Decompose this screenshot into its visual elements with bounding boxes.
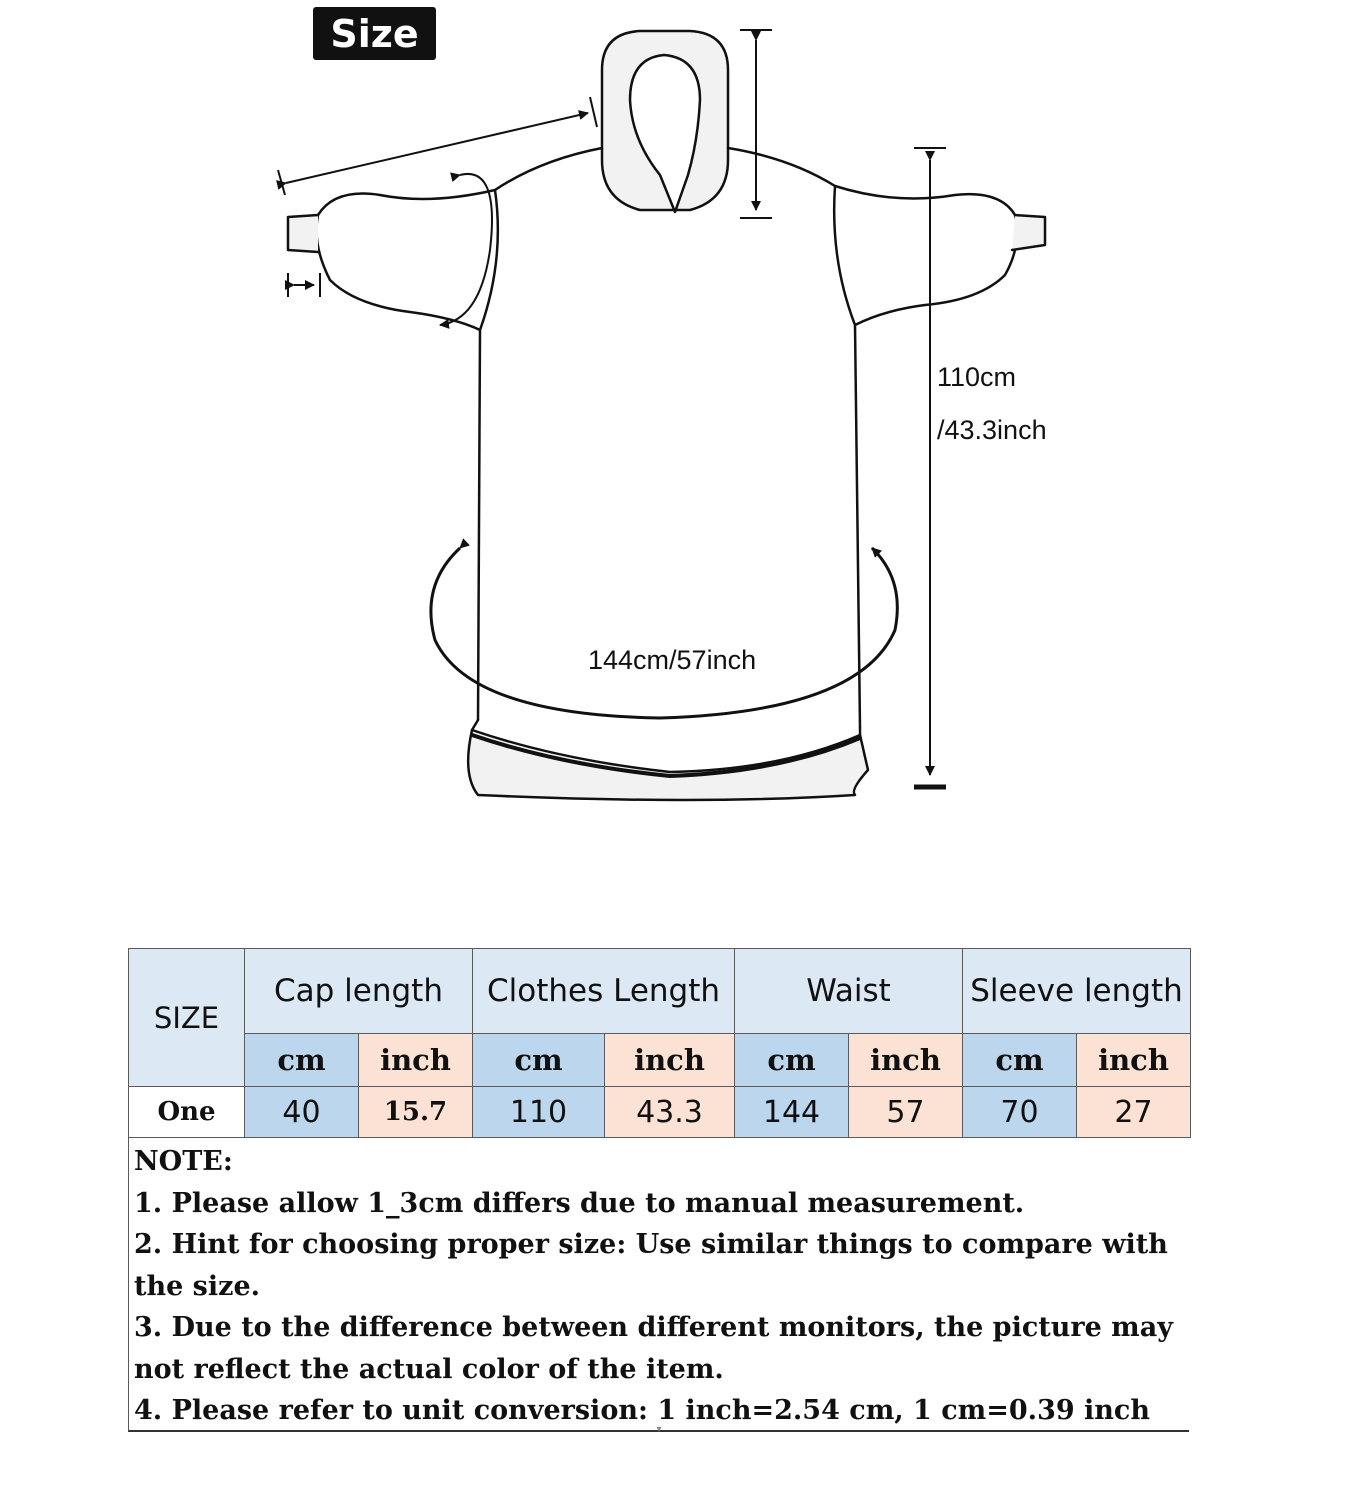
- waist-label: 144cm/57inch: [588, 645, 757, 675]
- unit-cell: inch: [849, 1034, 963, 1087]
- value-cell: 144: [735, 1087, 849, 1138]
- size-table: [128, 948, 1191, 1138]
- length-cm-label: 110cm: [937, 362, 1017, 392]
- size-badge: Size: [313, 7, 436, 60]
- unit-cell: cm: [245, 1034, 359, 1087]
- chevron-down-icon: ▾: [656, 1424, 662, 1435]
- row-label: One: [129, 1087, 245, 1138]
- body-outline: [317, 148, 603, 720]
- value-cell: 110: [473, 1087, 605, 1138]
- note-item: 3. Due to the difference between different monitors, the picture may not reflect the actual color of the item.: [134, 1312, 1173, 1385]
- col-sleeve-length: Sleeve length: [963, 949, 1191, 1034]
- unit-cell: cm: [473, 1034, 605, 1087]
- unit-cell: inch: [359, 1034, 473, 1087]
- col-clothes-length: Clothes Length: [473, 949, 735, 1034]
- col-waist: Waist: [735, 949, 963, 1034]
- value-cell: 27: [1077, 1087, 1191, 1138]
- hem-band: [468, 730, 868, 800]
- value-cell: 57: [849, 1087, 963, 1138]
- size-header: SIZE: [129, 949, 245, 1087]
- unit-cell: cm: [735, 1034, 849, 1087]
- unit-cell: inch: [1077, 1034, 1191, 1087]
- note-item: 2. Hint for choosing proper size: Use similar things to compare with the size.: [134, 1229, 1168, 1302]
- length-inch-label: /43.3inch: [937, 415, 1047, 445]
- value-cell: 40: [245, 1087, 359, 1138]
- unit-cell: inch: [605, 1034, 735, 1087]
- note-title: NOTE:: [134, 1146, 233, 1177]
- table-row: [129, 1087, 1191, 1138]
- unit-cell: cm: [963, 1034, 1077, 1087]
- note-item: 1. Please allow 1_3cm differs due to manual measurement.: [134, 1187, 1025, 1219]
- col-cap-length: Cap length: [245, 949, 473, 1034]
- notes-block: [128, 1137, 1189, 1432]
- value-cell: 15.7: [359, 1087, 473, 1138]
- right-cuff: [1012, 215, 1045, 250]
- value-cell: 70: [963, 1087, 1077, 1138]
- value-cell: 43.3: [605, 1087, 735, 1138]
- left-cuff: [288, 215, 318, 252]
- note-item: 4. Please refer to unit conversion: 1 inch=2.54 cm, 1 cm=0.39 inch: [134, 1395, 1150, 1426]
